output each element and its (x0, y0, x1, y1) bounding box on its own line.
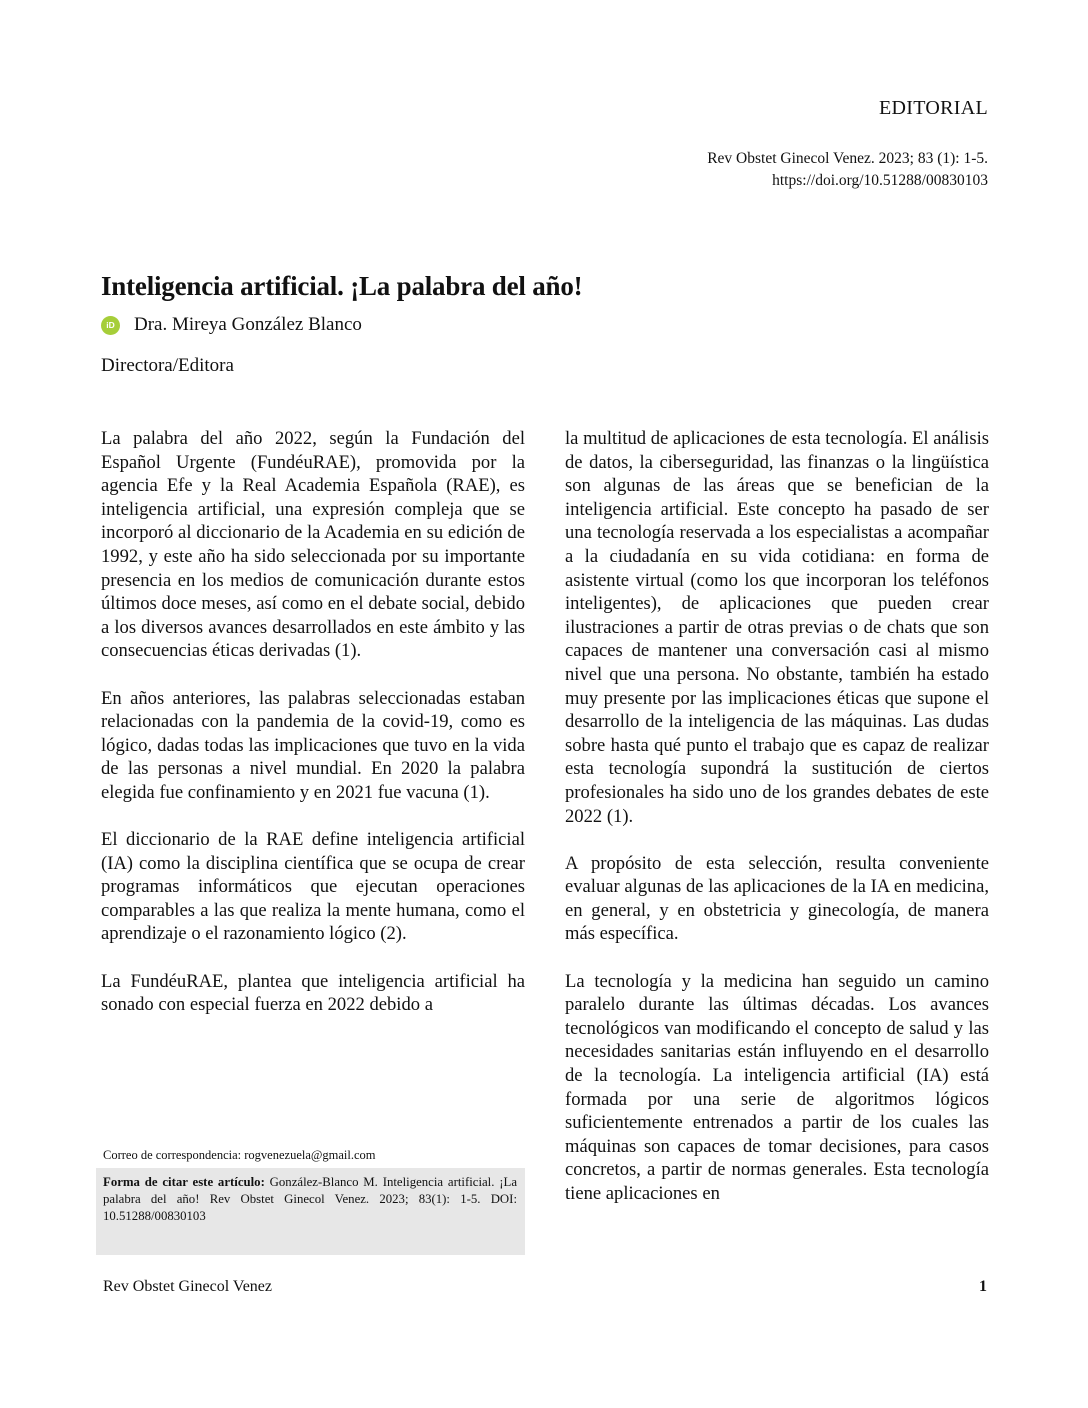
correspondence-note: Correo de correspondencia: rogvenezuela@gmail.com (103, 1148, 376, 1162)
citation-label: Forma de citar este artículo: (103, 1175, 265, 1189)
body-paragraph: La tecnología y la medicina han seguido un camino paralelo durante las últimas décadas. Los avances tecnológicos van modificando el concepto de salud y las necesidades sanitarias están influyendo en el desarrollo de la tecnología. La inteligencia artificial (IA) está formada por una serie de algoritmos lógicos suficientemente entrenados a partir de los cuales las máquinas son capaces de tomar decisiones, para casos concretos, a partir de normas generales. Esta tecnología tiene aplicaciones en (565, 970, 989, 1204)
body-column-right (565, 427, 989, 1229)
citation-box (96, 1168, 525, 1255)
footer-journal: Rev Obstet Ginecol Venez (103, 1278, 272, 1295)
citation-text: González-Blanco M. Inteligencia artificial. ¡La palabra del año! Rev Obstet Ginecol Venez. 2023; 83(1): 1-5. DOI: 10.51288/00830103 (103, 1175, 518, 1223)
author-name: Dra. Mireya González Blanco (134, 314, 362, 335)
body-column-left (101, 427, 525, 1040)
journal-citation: Rev Obstet Ginecol Venez. 2023; 83 (1): 1-5. (707, 150, 988, 167)
body-paragraph: El diccionario de la RAE define inteligencia artificial (IA) como la disciplina científica que se ocupa de crear programas informáticos que ejecutan operaciones comparables a las que realiza la mente humana, como el aprendizaje o el razonamiento lógico (2). (101, 829, 525, 945)
body-paragraph: A propósito de esta selección, resulta conveniente evaluar algunas de las aplicaciones de la IA en medicina, en general, y en obstetricia y ginecología, de manera más específica. (565, 852, 989, 945)
body-paragraph: La FundéuRAE, plantea que inteligencia artificial ha sonado con especial fuerza en 2022 debido a (101, 970, 525, 1016)
journal-citation-block (707, 148, 988, 192)
body-paragraph: En años anteriores, las palabras seleccionadas estaban relacionadas con la pandemia de la covid-19, como es lógico, dadas todas las implicaciones que tuvo en la vida de las personas a nivel mundial. En 2020 la palabra elegida fue confinamiento y en 2021 fue vacuna (1). (101, 687, 525, 803)
body-paragraph: la multitud de aplicaciones de esta tecnología. El análisis de datos, la ciberseguridad, las finanzas o la lingüística son algunas de las áreas que se benefician de la inteligencia artificial. Este concepto ha pasado de ser una tecnología reservada a los especialistas a acompañar a la ciudadanía en su vida cotidiana: en forma de asistente virtual (como los que incorporan los teléfonos inteligentes), de aplicaciones que pueden crear ilustraciones a partir de otras previas o de chats que son capaces de mantener una conversación casi al mismo nivel que una persona. No obstante, también ha estado muy presente por las implicaciones éticas que supone el desarrollo de la inteligencia de las máquinas. Las dudas sobre hasta qué punto el trabajo que es capaz de realizar esta tecnología supondrá la sustitución de ciertos profesionales ha sido uno de los grandes debates de este 2022 (1). (565, 428, 989, 827)
page-number: 1 (979, 1278, 987, 1295)
author-row (101, 314, 362, 336)
body-paragraph: La palabra del año 2022, según la Fundación del Español Urgente (FundéuRAE), promovida por la agencia Efe y la Real Academia Española (RAE), es inteligencia artificial, una expresión compleja que se incorporó al diccionario de la Academia en su edición de 1992, y este año ha sido seleccionada por su importante presencia en los medios de comunicación durante estos últimos doce meses, así como en el debate social, debido a los diversos avances desarrollados en este ámbito y las consecuencias éticas derivadas (1). (101, 428, 525, 662)
orcid-icon[interactable]: iD (101, 316, 120, 335)
author-role: Directora/Editora (101, 355, 234, 376)
section-label: EDITORIAL (879, 97, 988, 119)
doi-link[interactable]: https://doi.org/10.51288/00830103 (772, 172, 988, 189)
article-title: Inteligencia artificial. ¡La palabra del año! (101, 271, 583, 301)
